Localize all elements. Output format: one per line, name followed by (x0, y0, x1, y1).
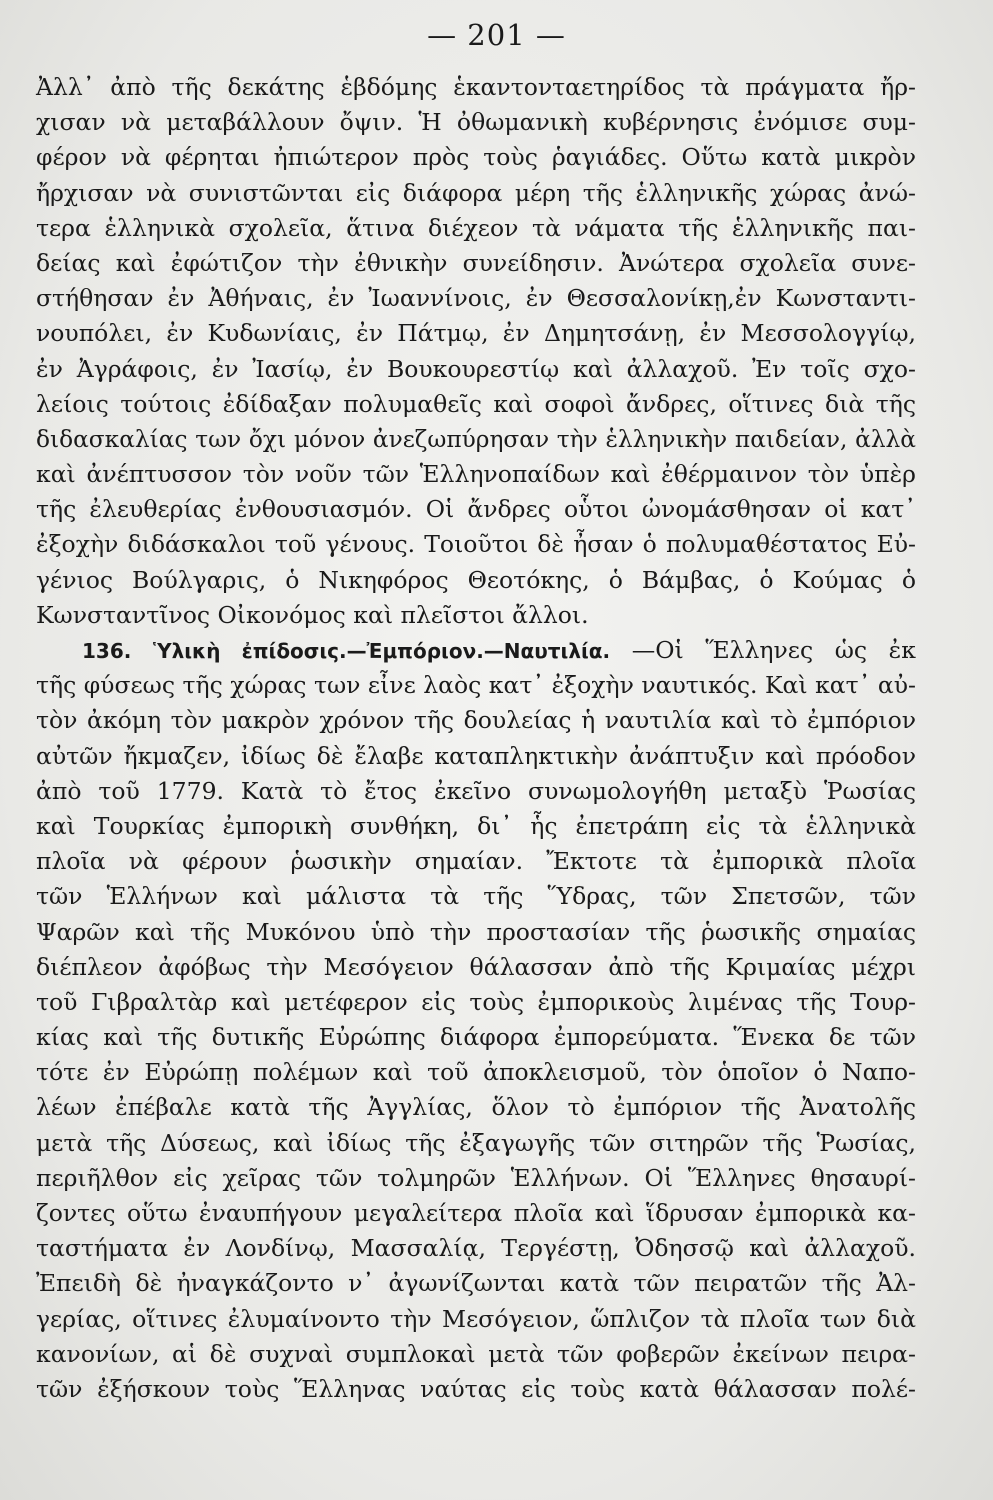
text-line: αὐτῶν ἤκμαζεν, ἰδίως δὲ ἔλαβε καταπληκτικὴν ἀνάπτυξιν καὶ πρόοδον (36, 741, 916, 770)
text-line: στήθησαν ἐν Ἀθήναις, ἐν Ἰωαννίνοις, ἐν Θεσσαλονίκῃ,ἐν Κωνσταντι- (36, 284, 916, 313)
text-line: Ἀλλ᾽ ἀπὸ τῆς δεκάτης ἑβδόμης ἑκαντονταετηρίδος τὰ πράγματα ἤρ- (36, 73, 916, 101)
text-line: κανονίων, αἱ δὲ συχναὶ συμπλοκαὶ μετὰ τῶν φοβερῶν ἐκείνων πειρα- (36, 1339, 916, 1368)
text-line: νουπόλει, ἐν Κυδωνίαις, ἐν Πάτμῳ, ἐν Δημητσάνῃ, ἐν Μεσσολογγίῳ, (36, 319, 916, 348)
section-first-words: —Οἱ Ἕλληνες ὡς ἐκ (631, 636, 916, 664)
text-line: ταστήματα ἐν Λονδίνῳ, Μασσαλίᾳ, Τεργέστῃ, Ὀδησσῷ καὶ ἀλλαχοῦ. (36, 1234, 916, 1263)
page-number: — 201 — (427, 18, 566, 52)
text-line: δείας καὶ ἐφώτιζον τὴν ἐθνικὴν συνείδησιν. Ἀνώτερα σχολεῖα συνε- (36, 248, 916, 277)
text-line: διδασκαλίας των ὄχι μόνον ἀνεζωπύρησαν τὴν ἑλληνικὴν παιδείαν, ἀλλὰ (36, 425, 916, 453)
text-line: ἐξοχὴν διδάσκαλοι τοῦ γένους. Τοιοῦτοι δὲ ἦσαν ὁ πολυμαθέστατος Εὐ- (36, 530, 916, 559)
text-line: χισαν νὰ μεταβάλλουν ὄψιν. Ἡ ὀθωμανικὴ κυβέρνησις ἐνόμισε συμ- (36, 108, 916, 137)
text-line: ἀπὸ τοῦ 1779. Κατὰ τὸ ἔτος ἐκεῖνο συνωμολογήθη μεταξὺ Ῥωσίας (36, 776, 916, 805)
text-line: λέων ἐπέβαλε κατὰ τῆς Ἀγγλίας, ὅλον τὸ ἐμπόριον τῆς Ἀνατολῆς (36, 1093, 916, 1122)
section-heading-line (36, 633, 916, 668)
text-line: μετὰ τῆς Δύσεως, καὶ ἰδίως τῆς ἐξαγωγῆς τῶν σιτηρῶν τῆς Ῥωσίας, (36, 1128, 916, 1157)
text-line: ἐν Ἀγράφοις, ἐν Ἰασίῳ, ἐν Βουκουρεστίῳ καὶ ἀλλαχοῦ. Ἐν τοῖς σχο- (36, 354, 916, 383)
text-line: τῆς φύσεως τῆς χώρας των εἶνε λαὸς κατ᾽ ἐξοχὴν ναυτικός. Καὶ κατ᾽ αὐ- (36, 671, 916, 700)
page-body (36, 70, 916, 1407)
text-line: γένιος Βούλγαρις, ὁ Νικηφόρος Θεοτόκης, ὁ Βάμβας, ὁ Κούμας ὁ (36, 565, 916, 594)
text-line: τότε ἐν Εὐρώπῃ πολέμων καὶ τοῦ ἀποκλεισμοῦ, τὸν ὁποῖον ὁ Ναπο- (36, 1058, 916, 1087)
text-line: Ἐπειδὴ δὲ ἠναγκάζοντο ν᾽ ἀγωνίζωνται κατὰ τῶν πειρατῶν τῆς Ἀλ- (36, 1269, 916, 1298)
text-line: λείοις τούτοις ἐδίδαξαν πολυμαθεῖς καὶ σοφοὶ ἄνδρες, οἵτινες διὰ τῆς (36, 389, 916, 418)
text-line: τῆς ἐλευθερίας ἐνθουσιασμόν. Οἱ ἄνδρες οὗτοι ὠνομάσθησαν οἱ κατ᾽ (36, 495, 916, 524)
text-line: ἤρχισαν νὰ συνιστῶνται εἰς διάφορα μέρη τῆς ἑλληνικῆς χώρας ἀνώ- (36, 178, 916, 207)
section-number: 136. (82, 639, 132, 663)
text-line: καὶ ἀνέπτυσσον τὸν νοῦν τῶν Ἑλληνοπαίδων καὶ ἐθέρμαινον τὸν ὑπὲρ (36, 460, 916, 489)
text-line: πλοῖα νὰ φέρουν ῥωσικὴν σημαίαν. Ἔκτοτε τὰ ἐμπορικὰ πλοῖα (36, 847, 916, 876)
text-line: καὶ Τουρκίας ἐμπορικὴ συνθήκη, δι᾽ ἧς ἐπετράπη εἰς τὰ ἑλληνικὰ (36, 811, 916, 840)
text-line: τῶν ἐξήσκουν τοὺς Ἕλληνας ναύτας εἰς τοὺς κατὰ θάλασσαν πολέ- (36, 1374, 916, 1403)
text-line: γερίας, οἵτινες ἐλυμαίνοντο τὴν Μεσόγειον, ὥπλιζον τὰ πλοῖα των διὰ (36, 1304, 916, 1333)
text-line: περιῆλθον εἰς χεῖρας τῶν τολμηρῶν Ἑλλήνων. Οἱ Ἕλληνες θησαυρί- (36, 1163, 916, 1192)
text-line: τῶν Ἑλλήνων καὶ μάλιστα τὰ τῆς Ὕδρας, τῶν Σπετσῶν, τῶν (36, 882, 916, 911)
text-line: διέπλεον ἀφόβως τὴν Μεσόγειον θάλασσαν ἀπὸ τῆς Κριμαίας μέχρι (36, 952, 916, 981)
text-line: τοῦ Γιβραλτὰρ καὶ μετέφερον εἰς τοὺς ἐμπορικοὺς λιμένας τῆς Τουρ- (36, 987, 916, 1016)
text-line: κίας καὶ τῆς δυτικῆς Εὐρώπης διάφορα ἐμπορεύματα. Ἕνεκα δε τῶν (36, 1023, 916, 1052)
text-line: τερα ἑλληνικὰ σχολεῖα, ἅτινα διέχεον τὰ νάματα τῆς ἑλληνικῆς παι- (36, 213, 916, 242)
text-line: Ψαρῶν καὶ τῆς Μυκόνου ὑπὸ τὴν προστασίαν τῆς ῥωσικῆς σημαίας (36, 917, 916, 946)
text-line: τὸν ἀκόμη τὸν μακρὸν χρόνον τῆς δουλείας ἡ ναυτιλία καὶ τὸ ἐμπόριον (36, 706, 916, 735)
text-line: φέρον νὰ φέρηται ἠπιώτερον πρὸς τοὺς ῥαγιάδες. Οὕτω κατὰ μικρὸν (36, 143, 916, 172)
text-line: Κωνσταντῖνος Οἰκονόμος καὶ πλεῖστοι ἄλλοι. (36, 600, 589, 629)
section-title: Ὑλικὴ ἐπίδοσις.—Ἐμπόριον.—Ναυτιλία. (152, 639, 611, 663)
text-line: ζοντες οὕτω ἐναυπήγουν μεγαλείτερα πλοῖα καὶ ἵδρυσαν ἐμπορικὰ κα- (36, 1199, 916, 1227)
